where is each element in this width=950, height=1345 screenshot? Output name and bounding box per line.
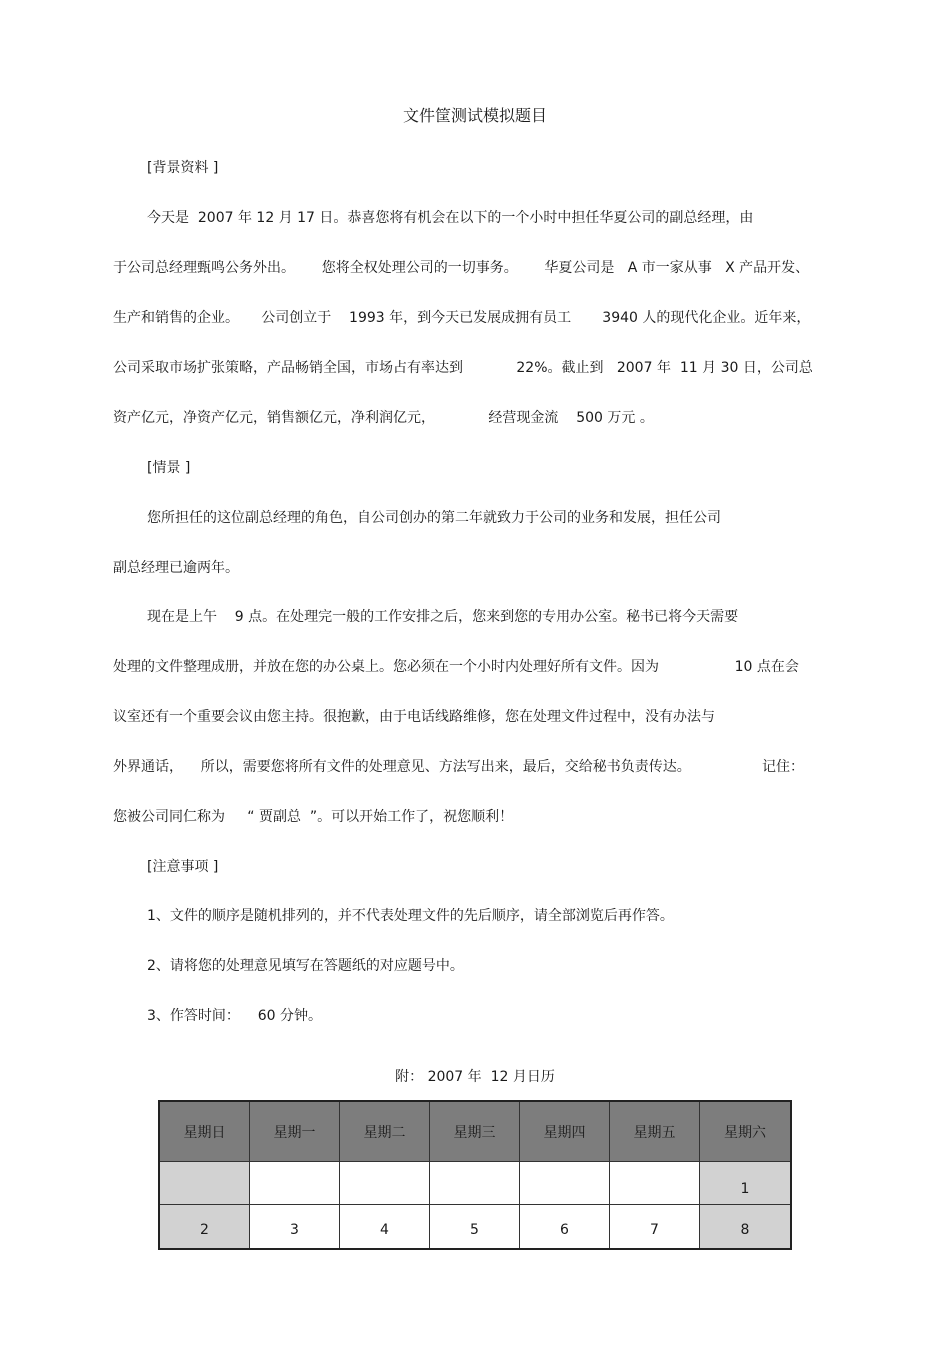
scenario-line: 您所担任的这位副总经理的角色，自公司创办的第二年就致力于公司的业务和发展，担任公司 xyxy=(147,510,721,526)
calendar-day-cell xyxy=(160,1162,250,1205)
notes-item: 1、文件的顺序是随机排列的，并不代表处理文件的先后顺序，请全部浏览后再作答。 xyxy=(147,908,674,924)
calendar-weekday-header: 星期二 xyxy=(340,1102,430,1162)
calendar-day-cell: 4 xyxy=(340,1205,430,1248)
calendar-day-cell: 5 xyxy=(430,1205,520,1248)
scenario-heading: [情景 ] xyxy=(147,460,191,476)
calendar-day-cell xyxy=(520,1162,610,1205)
calendar-day-cell xyxy=(610,1162,700,1205)
scenario-line: 外界通话， 所以，需要您将所有文件的处理意见、方法写出来，最后，交给秘书负责传达。 记住： xyxy=(113,759,805,775)
calendar-day-cell: 8 xyxy=(700,1205,790,1248)
notes-heading: [注意事项 ] xyxy=(147,859,219,875)
calendar-day-cell: 7 xyxy=(610,1205,700,1248)
calendar-day-cell xyxy=(250,1162,340,1205)
calendar-day-cell xyxy=(430,1162,520,1205)
scenario-line: 处理的文件整理成册，并放在您的办公桌上。您必须在一个小时内处理好所有文件。因为 10 点在会 xyxy=(113,659,799,675)
calendar-weekday-header: 星期六 xyxy=(700,1102,790,1162)
scenario-line: 议室还有一个重要会议由您主持。很抱歉，由于电话线路维修，您在处理文件过程中，没有办法与 xyxy=(113,709,715,725)
calendar-day-cell xyxy=(340,1162,430,1205)
scenario-line: 副总经理已逾两年。 xyxy=(113,560,239,576)
background-heading: [背景资料 ] xyxy=(147,160,219,176)
background-line: 资产亿元，净资产亿元，销售额亿元，净利润亿元， 经营现金流 500 万元 。 xyxy=(113,410,654,426)
calendar-caption: 附： 2007 年 12 月日历 xyxy=(395,1069,555,1085)
calendar-weekday-header: 星期四 xyxy=(520,1102,610,1162)
calendar-day-cell: 3 xyxy=(250,1205,340,1248)
calendar-weekday-header: 星期日 xyxy=(160,1102,250,1162)
notes-item: 2、请将您的处理意见填写在答题纸的对应题号中。 xyxy=(147,958,464,974)
calendar-table xyxy=(158,1100,792,1250)
background-line: 公司采取市场扩张策略，产品畅销全国，市场占有率达到 22%。截止到 2007 年 11 月 30 日，公司总 xyxy=(113,360,813,376)
calendar-day-cell: 6 xyxy=(520,1205,610,1248)
calendar-weekday-header: 星期一 xyxy=(250,1102,340,1162)
background-line: 今天是 2007 年 12 月 17 日。恭喜您将有机会在以下的一个小时中担任华夏公司的副总经理，由 xyxy=(147,210,754,226)
calendar-day-cell: 2 xyxy=(160,1205,250,1248)
scenario-line: 您被公司同仁称为 “ 贾副总 ”。可以开始工作了，祝您顺利！ xyxy=(113,809,514,825)
scenario-line: 现在是上午 9 点。在处理完一般的工作安排之后，您来到您的专用办公室。秘书已将今天需要 xyxy=(147,609,739,625)
calendar-weekday-header: 星期三 xyxy=(430,1102,520,1162)
background-line: 生产和销售的企业。 公司创立于 1993 年，到今天已发展成拥有员工 3940 人的现代化企业。近年来， xyxy=(113,310,811,326)
background-line: 于公司总经理甄鸣公务外出。 您将全权处理公司的一切事务。 华夏公司是 A 市一家从事 X 产品开发、 xyxy=(113,260,810,276)
calendar-weekday-header: 星期五 xyxy=(610,1102,700,1162)
document-title: 文件筐测试模拟题目 xyxy=(402,106,547,125)
calendar-day-cell: 1 xyxy=(700,1162,790,1205)
notes-item: 3、作答时间： 60 分钟。 xyxy=(147,1008,322,1024)
